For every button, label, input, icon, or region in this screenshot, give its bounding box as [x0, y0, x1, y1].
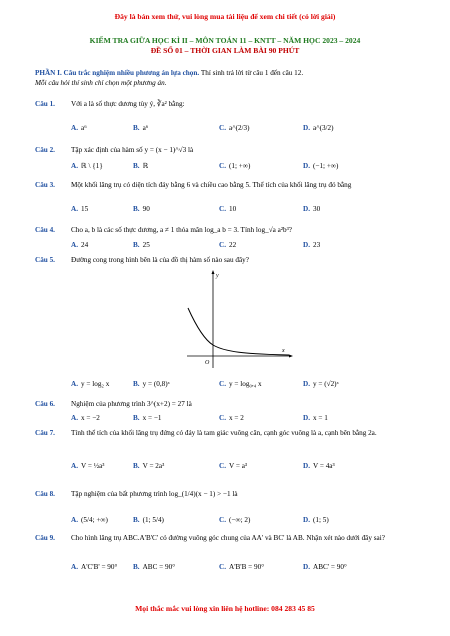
option-b[interactable]: B. (1; 5/4) — [133, 516, 164, 524]
option-b[interactable]: B. V = 2a³ — [133, 462, 165, 470]
exam-subtitle: ĐỀ SỐ 01 – THỜI GIAN LÀM BÀI 90 PHÚT — [150, 46, 300, 55]
option-a[interactable]: A. A'C'B' = 90° — [71, 563, 118, 571]
question-number: Câu 7. — [35, 429, 55, 437]
option-a[interactable]: A. ℝ \ {1} — [71, 162, 103, 170]
hotline-footer: Mọi thắc mắc vui lòng xin liên hệ hotline: 084 283 45 85 — [135, 604, 315, 613]
options-q7 — [71, 462, 431, 472]
question-text: Cho hình lăng trụ ABC.A'B'C' có đường vuông góc chung của AA' và BC' là AB. Nhận xét nào dưới đây sai? — [71, 534, 385, 542]
question-number: Câu 5. — [35, 256, 55, 264]
question-number: Câu 9. — [35, 534, 55, 542]
exam-title: KIỂM TRA GIỮA HỌC KÌ II – MÔN TOÁN 11 – KNTT – NĂM HỌC 2023 – 2024 — [89, 36, 361, 45]
option-d[interactable]: D. ABC' = 90° — [303, 563, 347, 571]
question-text: Cho a, b là các số thực dương, a ≠ 1 thỏa mãn log_a b = 3. Tính log_√a a²b³? — [71, 226, 292, 234]
option-d[interactable]: D. x = 1 — [303, 414, 328, 422]
question-number: Câu 4. — [35, 226, 55, 234]
question-number: Câu 2. — [35, 146, 55, 154]
part-instruction: Thí sinh trả lời từ câu 1 đến câu 12. — [199, 69, 304, 77]
option-c[interactable]: C. A'B'B = 90° — [219, 563, 265, 571]
option-d[interactable]: D. (−1; +∞) — [303, 162, 339, 170]
option-a[interactable]: A. 24 — [71, 241, 89, 249]
option-d[interactable]: D. (1; 5) — [303, 516, 329, 524]
part-title: PHẦN I. Câu trắc nghiệm nhiều phương án lựa chọn. — [35, 69, 200, 77]
question-text: Với a là số thực dương tùy ý, ∛a² bằng: — [71, 100, 185, 108]
exponential-graph — [185, 268, 295, 372]
question-number: Câu 1. — [35, 100, 55, 108]
options-q1 — [71, 124, 431, 134]
options-q8 — [71, 516, 431, 526]
question-number: Câu 3. — [35, 181, 55, 189]
option-c[interactable]: C. y = log₀,₄ x — [219, 380, 262, 388]
x-axis-arrow — [289, 355, 293, 358]
options-q9 — [71, 563, 431, 573]
option-d[interactable]: D. y = (√2)ˣ — [303, 380, 339, 388]
option-d[interactable]: D. V = 4a³ — [303, 462, 335, 470]
question-text: Đường cong trong hình bên là của đồ thị hàm số nào sau đây? — [71, 256, 249, 264]
preview-banner: Đây là bản xem thử, vui lòng mua tài liệu để xem chi tiết (có lời giải) — [114, 12, 336, 21]
option-b[interactable]: B. x = −1 — [133, 414, 162, 422]
curve — [188, 308, 289, 355]
y-axis-arrow — [212, 270, 215, 274]
options-q5 — [71, 380, 431, 390]
option-d[interactable]: D. 30 — [303, 205, 321, 213]
question-number: Câu 8. — [35, 490, 55, 498]
option-c[interactable]: C. 10 — [219, 205, 237, 213]
options-q6 — [71, 414, 431, 424]
option-c[interactable]: C. (1; +∞) — [219, 162, 251, 170]
part-heading — [35, 69, 425, 78]
option-c[interactable]: C. a^(2/3) — [219, 124, 250, 132]
option-b[interactable]: B. y = (0,8)ˣ — [133, 380, 170, 388]
option-d[interactable]: D. a^(3/2) — [303, 124, 334, 132]
option-c[interactable]: C. (−∞; 2) — [219, 516, 251, 524]
origin-label: O — [205, 360, 210, 366]
option-b[interactable]: B. ABC = 90° — [133, 563, 176, 571]
option-a[interactable]: A. 15 — [71, 205, 89, 213]
question-text: Tập xác định của hàm số y = (x − 1)^√3 là — [71, 146, 194, 154]
option-a[interactable]: A. (5/4; +∞) — [71, 516, 108, 524]
question-text: Nghiệm của phương trình 3^(x+2) = 27 là — [71, 400, 192, 408]
option-b[interactable]: B. 90 — [133, 205, 150, 213]
y-axis-label: y — [216, 273, 219, 279]
option-c[interactable]: C. x = 2 — [219, 414, 244, 422]
question-text: Tập nghiệm của bất phương trình log_(1/4)(x − 1) > −1 là — [71, 490, 238, 498]
option-a[interactable]: A. a⁶ — [71, 124, 87, 132]
option-d[interactable]: D. 23 — [303, 241, 321, 249]
question-text: Tính thể tích của khối lăng trụ đứng có đáy là tam giác vuông cân, cạnh góc vuông là a, cạnh bên bằng 2a. — [71, 429, 377, 437]
question-text: Một khối lăng trụ có diện tích đáy bằng 6 và chiều cao bằng 5. Thể tích của khối lăng trụ đó bằng — [71, 181, 352, 189]
options-q4 — [71, 241, 431, 251]
option-a[interactable]: A. x = −2 — [71, 414, 100, 422]
options-q2 — [71, 162, 431, 172]
x-axis-label: x — [282, 348, 285, 354]
option-c[interactable]: C. V = a³ — [219, 462, 248, 470]
option-a[interactable]: A. V = ½a³ — [71, 462, 105, 470]
option-b[interactable]: B. ℝ — [133, 162, 149, 170]
option-c[interactable]: C. 22 — [219, 241, 237, 249]
option-b[interactable]: B. a⁶ — [133, 124, 149, 132]
options-q3 — [71, 205, 431, 215]
option-b[interactable]: B. 25 — [133, 241, 150, 249]
part-subtitle: Mỗi câu hỏi thí sinh chỉ chọn một phương án. — [35, 79, 167, 87]
question-number: Câu 6. — [35, 400, 55, 408]
option-a[interactable]: A. y = log₂ x — [71, 380, 110, 388]
